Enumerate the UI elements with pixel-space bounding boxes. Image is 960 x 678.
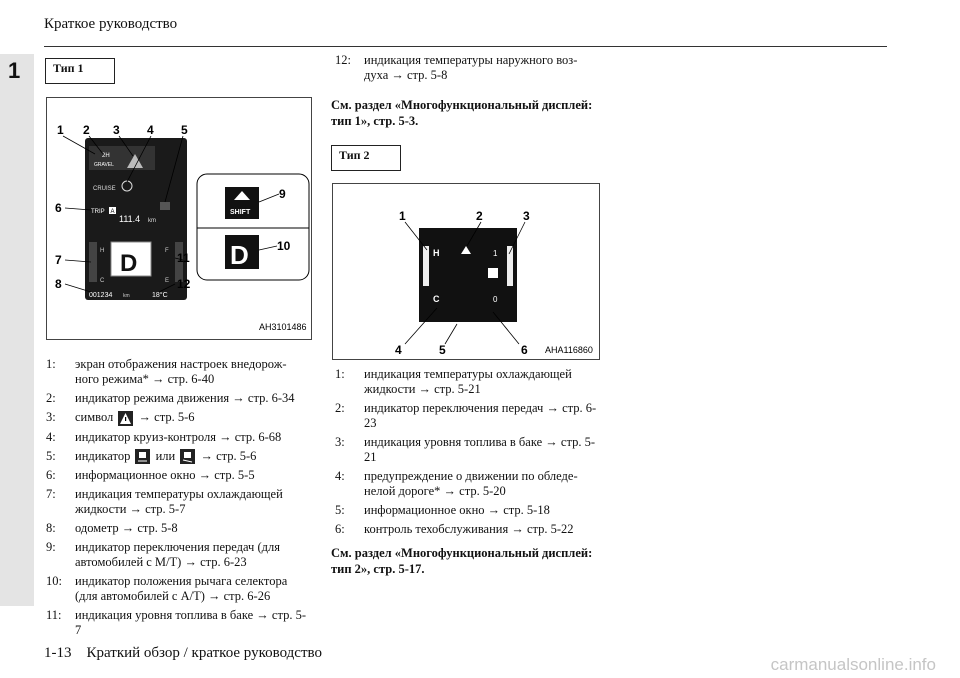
list-item: 8: одометр → стр. 5-8 <box>46 521 178 536</box>
type2-callout-5: 5 <box>439 343 446 357</box>
warning-triangle-icon <box>118 411 133 426</box>
type2-digits: 1234 <box>455 322 484 337</box>
list-item: 7: индикация температуры охлаждающей жидкости → стр. 5-7 <box>46 487 283 517</box>
slippery-road-icon <box>135 449 150 464</box>
list-item: 5: индикатор или → стр. 5-6 <box>46 448 257 463</box>
list-item: 1: индикация температуры охлаждающей жидкости → стр. 5-21 <box>335 367 572 396</box>
list-item: 2: индикатор режима движения → стр. 6-34 <box>46 391 295 405</box>
fuel-f-label: F <box>165 248 169 254</box>
callout-6: 6 <box>55 201 62 215</box>
footer-title: Краткий обзор / краткое руководство <box>86 645 322 661</box>
type2-unit: km <box>483 340 491 346</box>
watermark: carmanualsonline.info <box>770 655 936 674</box>
callout-8: 8 <box>55 277 62 291</box>
type2-callout-2: 2 <box>476 209 483 223</box>
type1-label: Тип 1 <box>45 58 115 84</box>
outside-temp: 18°C <box>152 292 168 299</box>
coolant-h-label: H <box>100 248 105 254</box>
trip-text: TRIP <box>91 209 105 215</box>
type2-callout-3: 3 <box>523 209 530 223</box>
callout-3: 3 <box>113 123 120 137</box>
list-item: 9: индикатор переключения передач (для автомобилей с M/T) → стр. 6-23 <box>46 540 280 570</box>
odometer-value: 001234 <box>89 292 113 299</box>
coolant-c-label: C <box>100 278 105 284</box>
callout-2: 2 <box>83 123 90 137</box>
list-item: 6: информационное окно → стр. 5-5 <box>46 468 255 483</box>
type1-item-12: 12: индикация температуры наружного воз-духа → стр. 5-8 <box>335 53 578 82</box>
cruise-text: CRUISE <box>93 186 116 192</box>
list-item: 3: индикация уровня топлива в баке → стр. 5-21 <box>335 435 595 464</box>
page-header-title: Краткое руководство <box>44 16 178 32</box>
type2-display-panel <box>419 228 517 322</box>
list-item: 11: индикация уровня топлива в баке → стр. 5-7 <box>46 608 306 638</box>
chapter-number: 1 <box>8 58 21 83</box>
callout-12: 12 <box>177 277 191 291</box>
selector-letter: D <box>230 240 249 270</box>
type2-c-label: C <box>433 294 440 304</box>
type1-figure <box>46 97 312 340</box>
type2-figure <box>332 183 600 360</box>
type2-coolant-bars <box>423 246 429 286</box>
type2-h-label: H <box>433 248 440 258</box>
shift-text: SHIFT <box>230 209 251 216</box>
list-item: 6: контроль техобслуживания → стр. 5-22 <box>335 522 574 536</box>
type2-figure-code: AHA116860 <box>545 345 593 355</box>
callout-9: 9 <box>279 187 286 201</box>
gear-letter: D <box>120 250 138 277</box>
fuel-e-label: E <box>165 278 170 284</box>
type2-zero-label: 0 <box>493 295 498 304</box>
odometer-unit: km <box>123 293 130 299</box>
list-item: 2: индикатор переключения передач → стр. 6-23 <box>335 401 597 430</box>
slippery-road-alt-icon <box>180 449 195 464</box>
type1-callout-numbers <box>47 98 311 339</box>
list-item: 5: информационное окно → стр. 5-18 <box>335 503 550 517</box>
chapter-side-tab <box>0 54 34 606</box>
page-footer <box>44 645 322 662</box>
list-item: 3: символ → стр. 5-6 <box>46 410 195 424</box>
mode-bottom-text: GRAVEL <box>94 162 114 168</box>
type2-see-reference: См. раздел «Многофункциональный дисплей: тип 2», стр. 5-17. <box>331 546 593 576</box>
trip-letter: A <box>110 209 115 215</box>
type2-dashboard-illustration <box>333 184 599 359</box>
list-item: 4: предупреждение о движении по обледе-нелой дороге* → стр. 5-20 <box>335 469 578 498</box>
trip-value: 111.4 <box>119 214 141 224</box>
callout-10: 10 <box>277 239 291 253</box>
type1-see-reference: См. раздел «Многофункциональный дисплей: тип 1», стр. 5-3. <box>331 98 593 128</box>
callout-7: 7 <box>55 253 62 267</box>
callout-5: 5 <box>181 123 188 137</box>
callout-1: 1 <box>57 123 64 137</box>
type2-label: Тип 2 <box>331 145 401 171</box>
type2-fuel-pump-icon <box>488 268 498 278</box>
list-item: 1: экран отображения настроек внедорож-ного режима* → стр. 6-40 <box>46 357 287 386</box>
type2-callout-1: 1 <box>399 209 406 223</box>
type2-callout-4: 4 <box>395 343 402 357</box>
callout-11: 11 <box>177 251 190 265</box>
type2-callout-6: 6 <box>521 343 528 357</box>
callout-4: 4 <box>147 123 154 137</box>
figure-code: AH3101486 <box>259 322 307 332</box>
header-rule <box>44 46 887 47</box>
trip-unit: km <box>148 218 156 224</box>
page-number: 1-13 <box>44 645 72 661</box>
mode-top-text: 2H <box>102 153 110 159</box>
list-item: 10: индикатор положения рычага селектора (для автомобилей с A/T) → стр. 6-26 <box>46 574 288 604</box>
type1-legend-list <box>46 357 310 642</box>
type2-legend-list <box>335 367 599 541</box>
list-item: 4: индикатор круиз-контроля → стр. 6-68 <box>46 429 282 444</box>
type2-one-label: 1 <box>493 249 498 258</box>
